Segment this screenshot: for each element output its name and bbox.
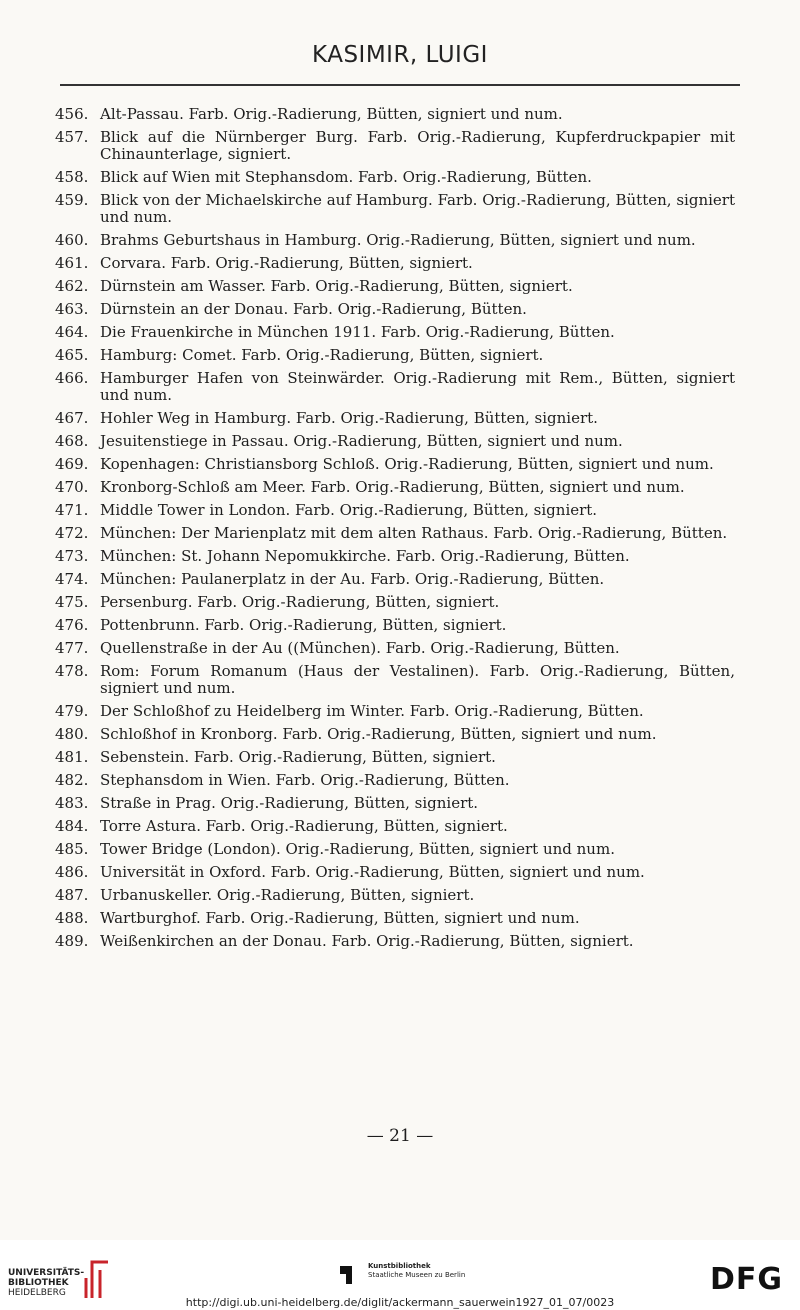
catalog-entry [55,910,735,927]
uni-line-3: HEIDELBERG [8,1288,66,1298]
entry-number: 461. [55,254,89,272]
catalog-entry [55,841,735,858]
entry-text: Alt-Passau. Farb. Orig.-Radierung, Bütten, signiert und num. [100,105,563,123]
kunstbibliothek-label[interactable] [368,1262,465,1280]
catalog-entry [55,933,735,950]
entry-number: 470. [55,478,89,496]
catalog-entry [55,548,735,565]
entry-text: Quellenstraße in der Au ((München). Farb. Orig.-Radierung, Bütten. [100,639,620,657]
entry-text: Der Schloßhof zu Heidelberg im Winter. Farb. Orig.-Radierung, Bütten. [100,702,644,720]
catalog-entry [55,410,735,427]
uni-line-1: UNIVERSITÄTS- [8,1268,85,1278]
entry-number: 467. [55,409,89,427]
entry-number: 485. [55,840,89,858]
entry-text: Hohler Weg in Hamburg. Farb. Orig.-Radierung, Bütten, signiert. [100,409,598,427]
entry-number: 480. [55,725,89,743]
entry-text: Hamburger Hafen von Steinwärder. Orig.-Radierung mit Rem., Bütten, signiert und num. [100,369,735,404]
dfg-logo[interactable]: DFG [710,1262,784,1297]
entry-text: Corvara. Farb. Orig.-Radierung, Bütten, signiert. [100,254,473,272]
catalog-entry [55,525,735,542]
entry-text: Brahms Geburtshaus in Hamburg. Orig.-Radierung, Bütten, signiert und num. [100,231,696,249]
entry-text: Wartburghof. Farb. Orig.-Radierung, Bütten, signiert und num. [100,909,580,927]
catalog-entry [55,594,735,611]
entry-text: Torre Astura. Farb. Orig.-Radierung, Bütten, signiert. [100,817,508,835]
entry-number: 486. [55,863,89,881]
entry-number: 463. [55,300,89,318]
entry-text: Blick von der Michaelskirche auf Hamburg. Farb. Orig.-Radierung, Bütten, signiert und num. [100,191,735,226]
entry-number: 484. [55,817,89,835]
entry-number: 487. [55,886,89,904]
entry-number: 456. [55,105,89,123]
entry-number: 475. [55,593,89,611]
entry-text: München: Paulanerplatz in der Au. Farb. Orig.-Radierung, Bütten. [100,570,605,588]
entry-number: 457. [55,128,89,146]
catalog-entry [55,301,735,318]
entry-number: 465. [55,346,89,364]
catalog-entry [55,278,735,295]
catalog-entry [55,479,735,496]
page-title: KASIMIR, LUIGI [312,42,488,68]
entry-number: 482. [55,771,89,789]
entry-text: Jesuitenstiege in Passau. Orig.-Radierung, Bütten, signiert und num. [100,432,623,450]
page-number: — 21 — [366,1126,434,1146]
entry-text: Straße in Prag. Orig.-Radierung, Bütten, signiert. [100,794,479,812]
entry-text: Urbanuskeller. Orig.-Radierung, Bütten, signiert. [100,886,475,904]
entry-text: München: St. Johann Nepomukkirche. Farb. Orig.-Radierung, Bütten. [100,547,630,565]
catalog-entry [55,703,735,720]
entry-number: 474. [55,570,89,588]
entry-text: Kopenhagen: Christiansborg Schloß. Orig.-Radierung, Bütten, signiert und num. [100,455,714,473]
entry-number: 473. [55,547,89,565]
entry-number: 460. [55,231,89,249]
catalog-entry [55,749,735,766]
catalog-entry [55,347,735,364]
entry-number: 472. [55,524,89,542]
entry-text: München: Der Marienplatz mit dem alten Rathaus. Farb. Orig.-Radierung, Bütten. [100,524,728,542]
entry-number: 479. [55,702,89,720]
catalog-entry [55,192,735,226]
entry-text: Blick auf Wien mit Stephansdom. Farb. Orig.-Radierung, Bütten. [100,168,592,186]
catalog-entry [55,232,735,249]
kb-line-1: Kunstbibliothek [368,1262,431,1270]
entry-text: Die Frauenkirche in München 1911. Farb. Orig.-Radierung, Bütten. [100,323,615,341]
entry-text: Pottenbrunn. Farb. Orig.-Radierung, Bütten, signiert. [100,616,507,634]
catalog-entry [55,571,735,588]
entry-number: 478. [55,662,89,680]
header-rule [60,84,740,86]
entry-number: 464. [55,323,89,341]
entry-text: Persenburg. Farb. Orig.-Radierung, Bütten, signiert. [100,593,500,611]
entry-text: Stephansdom in Wien. Farb. Orig.-Radierung, Bütten. [100,771,510,789]
entry-text: Hamburg: Comet. Farb. Orig.-Radierung, Bütten, signiert. [100,346,544,364]
catalog-entry [55,502,735,519]
catalog-entry [55,818,735,835]
catalog-entry [55,324,735,341]
entry-text: Rom: Forum Romanum (Haus der Vestalinen). Farb. Orig.-Radierung, Bütten, signiert und num. [100,662,735,697]
entry-text: Schloßhof in Kronborg. Farb. Orig.-Radierung, Bütten, signiert und num. [100,725,657,743]
uni-line-2: BIBLIOTHEK [8,1278,69,1288]
entry-text: Kronborg-Schloß am Meer. Farb. Orig.-Radierung, Bütten, signiert und num. [100,478,685,496]
entry-text: Sebenstein. Farb. Orig.-Radierung, Bütten, signiert. [100,748,496,766]
catalog-entry [55,370,735,404]
entry-text: Tower Bridge (London). Orig.-Radierung, Bütten, signiert und num. [100,840,615,858]
entry-number: 488. [55,909,89,927]
catalog-entries [55,106,735,956]
entry-number: 458. [55,168,89,186]
entry-number: 476. [55,616,89,634]
entry-number: 481. [55,748,89,766]
catalog-entry [55,169,735,186]
catalog-entry [55,617,735,634]
entry-number: 459. [55,191,89,209]
catalog-entry [55,864,735,881]
catalog-entry [55,887,735,904]
catalog-entry [55,795,735,812]
entry-number: 469. [55,455,89,473]
catalog-entry [55,640,735,657]
catalog-entry [55,726,735,743]
entry-number: 471. [55,501,89,519]
catalog-entry [55,433,735,450]
footer-bar [0,1240,800,1310]
catalog-entry [55,106,735,123]
entry-text: Blick auf die Nürnberger Burg. Farb. Orig.-Radierung, Kupferdruckpapier mit Chinaunterlage, signiert. [100,128,735,163]
catalog-entry [55,129,735,163]
entry-number: 468. [55,432,89,450]
entry-number: 477. [55,639,89,657]
entry-number: 489. [55,932,89,950]
source-url-link[interactable]: http://digi.ub.uni-heidelberg.de/diglit/ackermann_sauerwein1927_01_07/0023 [185,1296,615,1309]
entry-text: Weißenkirchen an der Donau. Farb. Orig.-Radierung, Bütten, signiert. [100,932,634,950]
entry-number: 466. [55,369,89,387]
entry-text: Middle Tower in London. Farb. Orig.-Radierung, Bütten, signiert. [100,501,598,519]
entry-number: 462. [55,277,89,295]
entry-text: Dürnstein an der Donau. Farb. Orig.-Radierung, Bütten. [100,300,527,318]
entry-number: 483. [55,794,89,812]
catalog-entry [55,663,735,697]
entry-text: Dürnstein am Wasser. Farb. Orig.-Radierung, Bütten, signiert. [100,277,573,295]
kb-line-2: Staatliche Museen zu Berlin [368,1271,466,1279]
catalog-entry [55,772,735,789]
catalog-entry [55,456,735,473]
entry-text: Universität in Oxford. Farb. Orig.-Radierung, Bütten, signiert und num. [100,863,645,881]
catalog-entry [55,255,735,272]
university-library-label[interactable] [8,1268,84,1298]
kunstbibliothek-logo-icon[interactable] [338,1264,362,1286]
